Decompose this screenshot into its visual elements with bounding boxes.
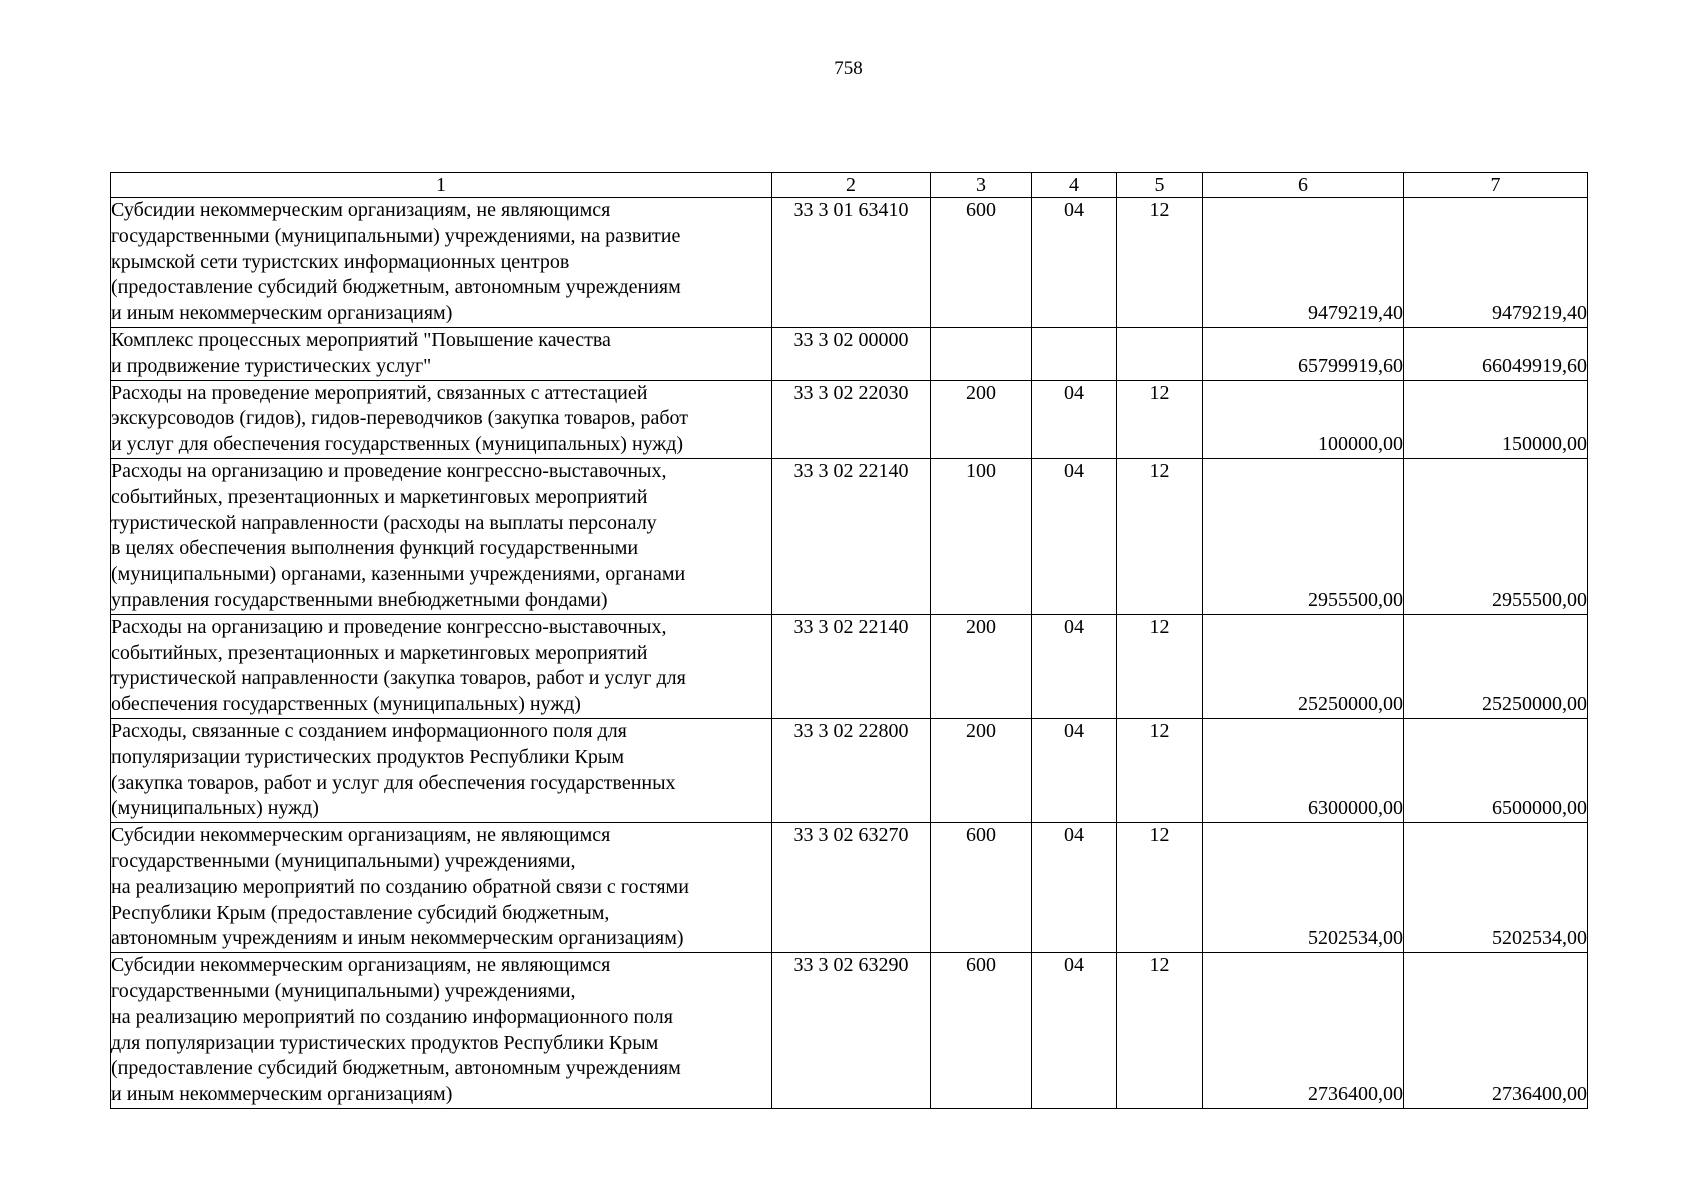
section-code: 04 bbox=[1032, 718, 1117, 822]
expense-type-code: 200 bbox=[931, 380, 1032, 458]
amount-col7: 66049919,60 bbox=[1404, 327, 1588, 380]
section-code: 04 bbox=[1032, 823, 1117, 953]
budget-code: 33 3 02 22800 bbox=[772, 718, 931, 822]
amount-col7: 2955500,00 bbox=[1404, 458, 1588, 614]
page-number: 758 bbox=[834, 58, 863, 79]
section-code bbox=[1032, 327, 1117, 380]
amount-col7: 25250000,00 bbox=[1404, 614, 1588, 718]
budget-code: 33 3 02 63270 bbox=[772, 823, 931, 953]
budget-code: 33 3 02 00000 bbox=[772, 327, 931, 380]
amount-col6: 25250000,00 bbox=[1203, 614, 1404, 718]
budget-table bbox=[110, 172, 1588, 1109]
amount-col7: 5202534,00 bbox=[1404, 823, 1588, 953]
table-header-row bbox=[111, 173, 1588, 198]
subsection-code: 12 bbox=[1117, 953, 1203, 1109]
section-code: 04 bbox=[1032, 198, 1117, 328]
section-code: 04 bbox=[1032, 458, 1117, 614]
amount-col6: 2736400,00 bbox=[1203, 953, 1404, 1109]
amount-col6: 6300000,00 bbox=[1203, 718, 1404, 822]
subsection-code: 12 bbox=[1117, 198, 1203, 328]
table-row bbox=[111, 198, 1588, 328]
row-description: Субсидии некоммерческим организациям, не являющимся государственными (муниципальными) учреждениями, на реализацию мероприятий по созданию обратной связи с гостями Республики Крым (предоставление субсидий бюджетным, автономным учреждениям и иным некоммерческим организациям) bbox=[111, 823, 772, 953]
expense-type-code bbox=[931, 327, 1032, 380]
table-row bbox=[111, 327, 1588, 380]
amount-col7: 2736400,00 bbox=[1404, 953, 1588, 1109]
amount-col6: 100000,00 bbox=[1203, 380, 1404, 458]
row-description: Расходы на организацию и проведение конгрессно-выставочных, событийных, презентационных и маркетинговых мероприятий туристической направленности (расходы на выплаты персоналу в целях обеспечения выполнения функций государственными (муниципальными) органами, казенными учреждениями, органами управления государственными внебюджетными фондами) bbox=[111, 458, 772, 614]
table-row bbox=[111, 953, 1588, 1109]
subsection-code: 12 bbox=[1117, 614, 1203, 718]
subsection-code: 12 bbox=[1117, 718, 1203, 822]
row-description: Расходы, связанные с созданием информационного поля для популяризации туристических продуктов Республики Крым (закупка товаров, работ и услуг для обеспечения государственных (муниципальных) нужд) bbox=[111, 718, 772, 822]
expense-type-code: 200 bbox=[931, 614, 1032, 718]
column-header: 4 bbox=[1032, 173, 1117, 198]
amount-col7: 150000,00 bbox=[1404, 380, 1588, 458]
column-header: 2 bbox=[772, 173, 931, 198]
subsection-code: 12 bbox=[1117, 823, 1203, 953]
table-row bbox=[111, 823, 1588, 953]
row-description: Комплекс процессных мероприятий "Повышение качества и продвижение туристических услуг" bbox=[111, 327, 772, 380]
budget-code: 33 3 01 63410 bbox=[772, 198, 931, 328]
row-description: Расходы на проведение мероприятий, связанных с аттестацией экскурсоводов (гидов), гидов-переводчиков (закупка товаров, работ и услуг для обеспечения государственных (муниципальных) нужд) bbox=[111, 380, 772, 458]
amount-col7: 9479219,40 bbox=[1404, 198, 1588, 328]
expense-type-code: 600 bbox=[931, 198, 1032, 328]
budget-code: 33 3 02 63290 bbox=[772, 953, 931, 1109]
subsection-code: 12 bbox=[1117, 380, 1203, 458]
section-code: 04 bbox=[1032, 953, 1117, 1109]
table-body bbox=[111, 198, 1588, 1109]
table-row bbox=[111, 718, 1588, 822]
row-description: Субсидии некоммерческим организациям, не являющимся государственными (муниципальными) учреждениями, на реализацию мероприятий по созданию информационного поля для популяризации туристических продуктов Республики Крым (предоставление субсидий бюджетным, автономным учреждениям и иным некоммерческим организациям) bbox=[111, 953, 772, 1109]
amount-col6: 2955500,00 bbox=[1203, 458, 1404, 614]
column-header: 6 bbox=[1203, 173, 1404, 198]
expense-type-code: 200 bbox=[931, 718, 1032, 822]
budget-code: 33 3 02 22140 bbox=[772, 614, 931, 718]
row-description: Субсидии некоммерческим организациям, не являющимся государственными (муниципальными) учреждениями, на развитие крымской сети туристских информационных центров (предоставление субсидий бюджетным, автономным учреждениям и иным некоммерческим организациям) bbox=[111, 198, 772, 328]
amount-col7: 6500000,00 bbox=[1404, 718, 1588, 822]
expense-type-code: 100 bbox=[931, 458, 1032, 614]
expense-type-code: 600 bbox=[931, 953, 1032, 1109]
column-header: 1 bbox=[111, 173, 772, 198]
budget-code: 33 3 02 22030 bbox=[772, 380, 931, 458]
column-header: 3 bbox=[931, 173, 1032, 198]
budget-code: 33 3 02 22140 bbox=[772, 458, 931, 614]
table-row bbox=[111, 380, 1588, 458]
column-header: 5 bbox=[1117, 173, 1203, 198]
expense-type-code: 600 bbox=[931, 823, 1032, 953]
section-code: 04 bbox=[1032, 380, 1117, 458]
amount-col6: 9479219,40 bbox=[1203, 198, 1404, 328]
subsection-code bbox=[1117, 327, 1203, 380]
subsection-code: 12 bbox=[1117, 458, 1203, 614]
table-row bbox=[111, 614, 1588, 718]
column-header: 7 bbox=[1404, 173, 1588, 198]
amount-col6: 65799919,60 bbox=[1203, 327, 1404, 380]
row-description: Расходы на организацию и проведение конгрессно-выставочных, событийных, презентационных и маркетинговых мероприятий туристической направленности (закупка товаров, работ и услуг для обеспечения государственных (муниципальных) нужд) bbox=[111, 614, 772, 718]
section-code: 04 bbox=[1032, 614, 1117, 718]
table-row bbox=[111, 458, 1588, 614]
amount-col6: 5202534,00 bbox=[1203, 823, 1404, 953]
